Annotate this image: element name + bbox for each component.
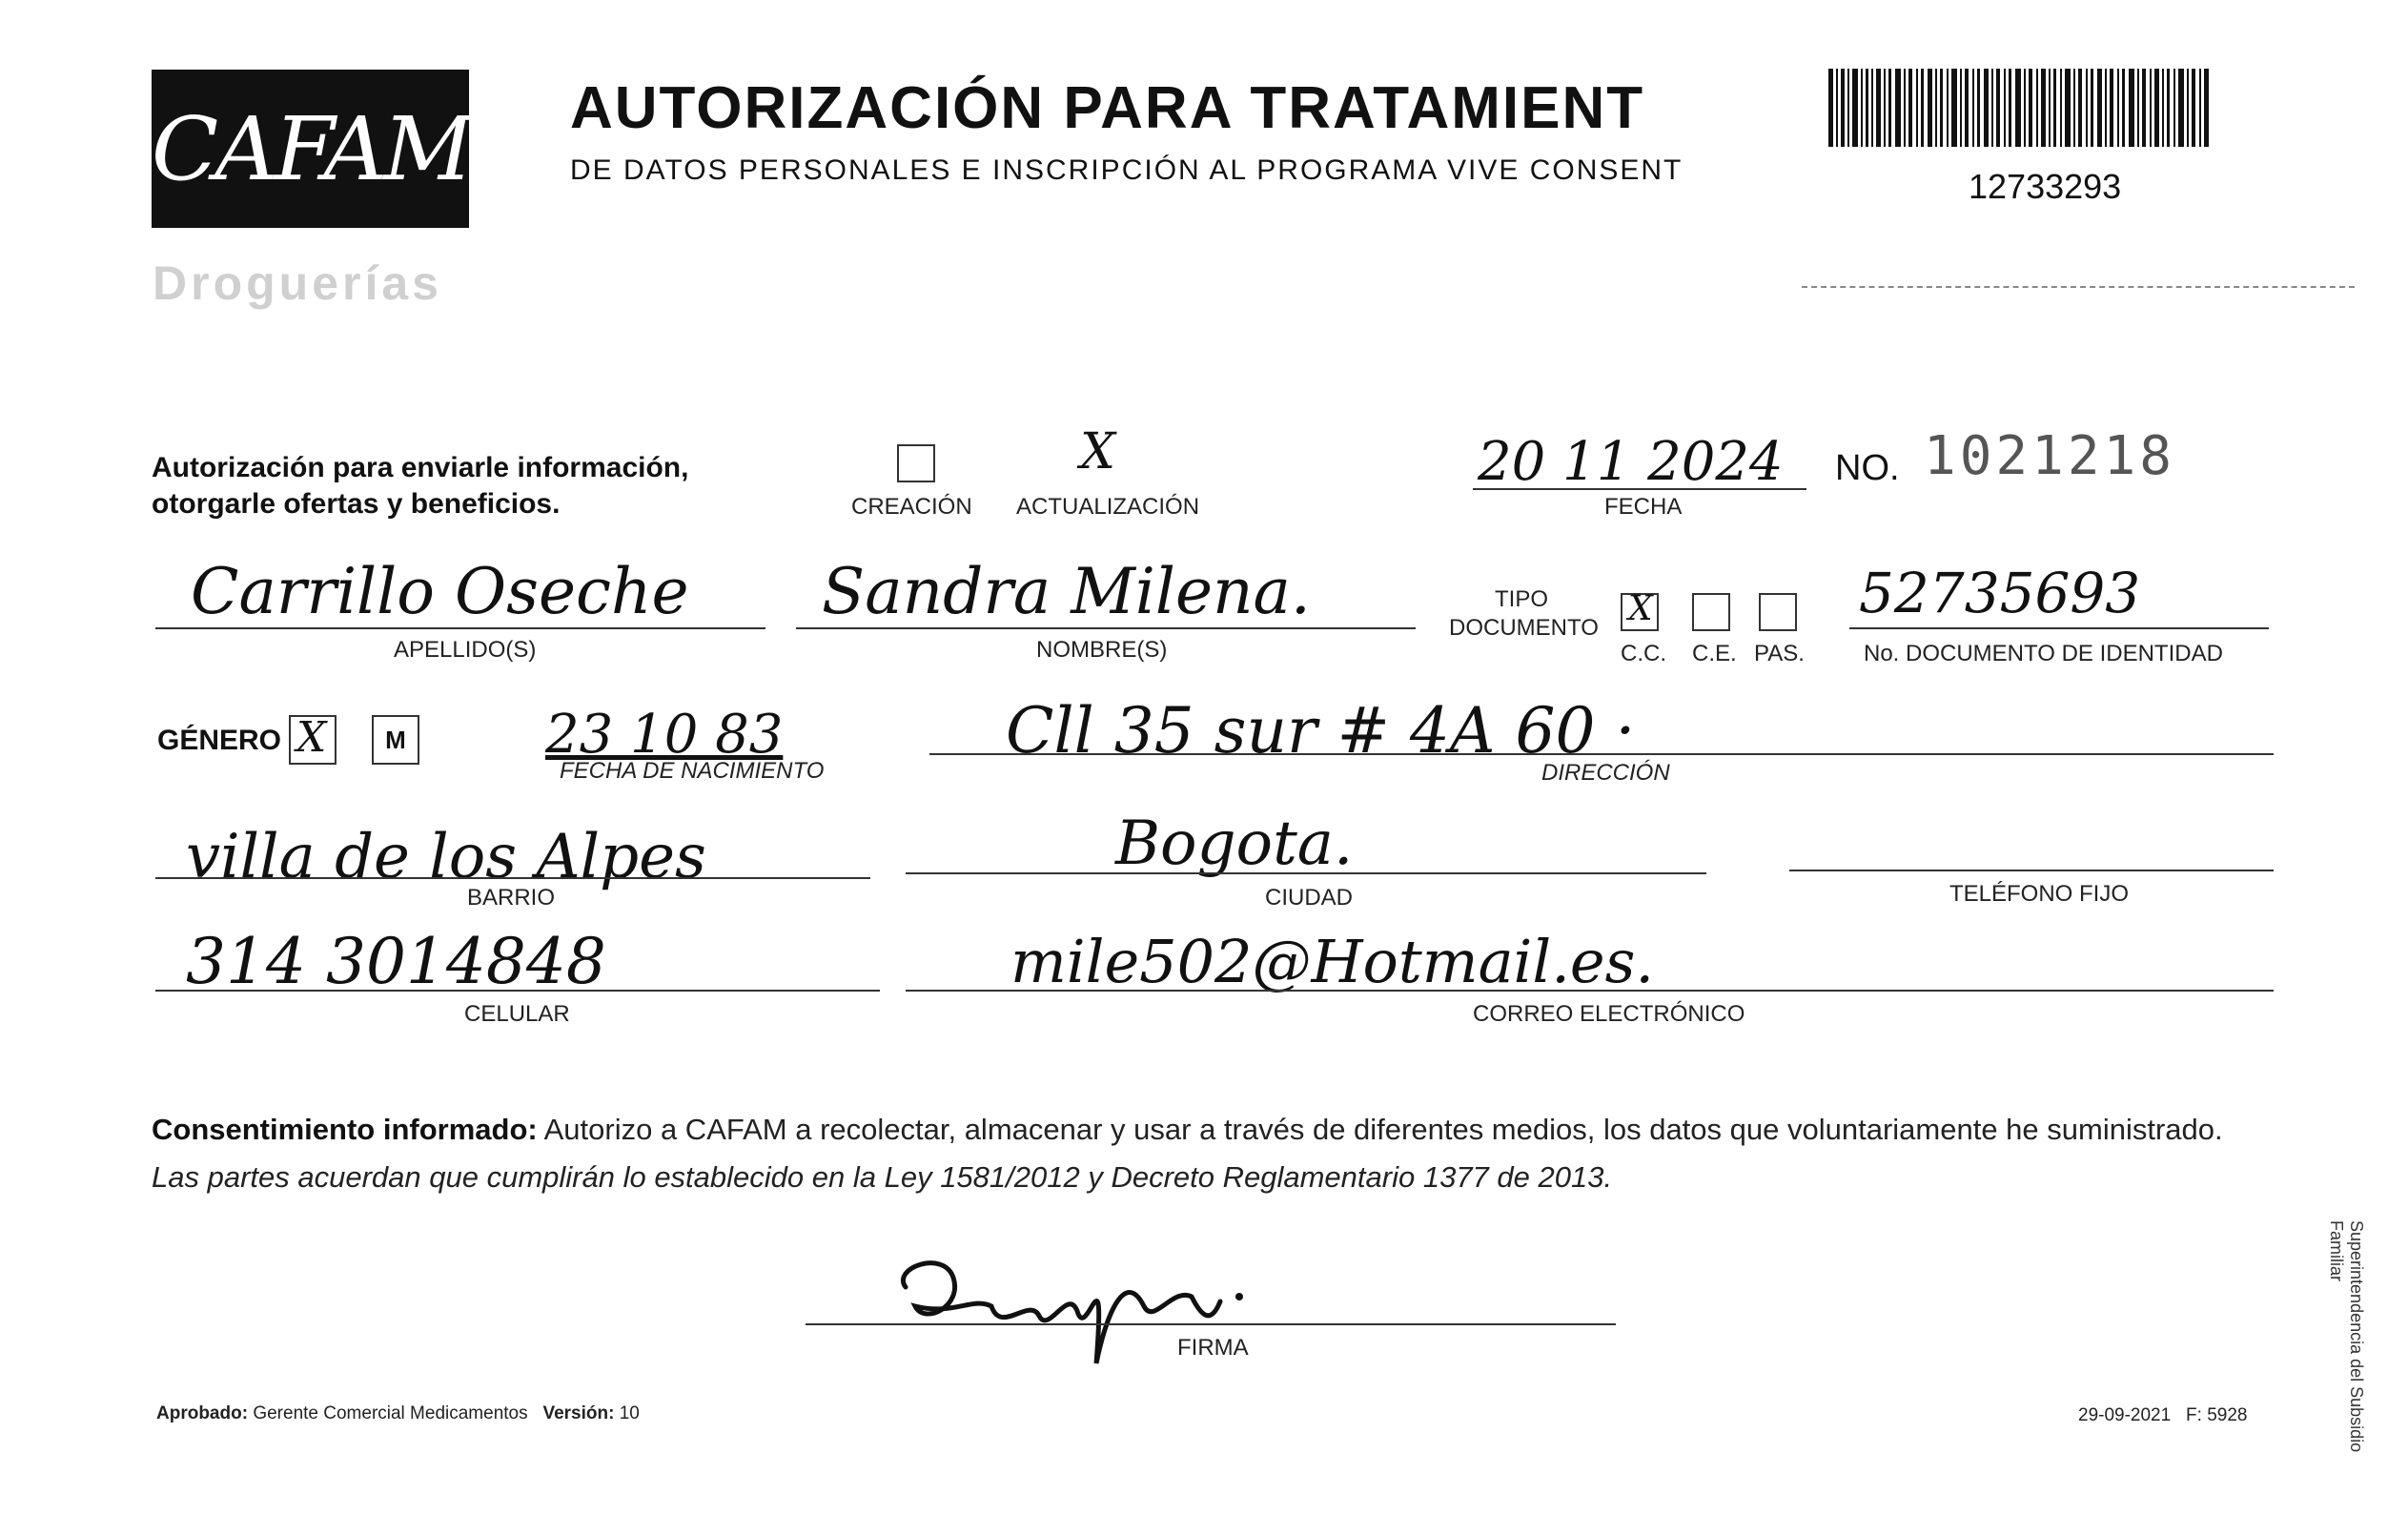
barcode-number: 12733293	[1969, 167, 2122, 206]
nombres-label: NOMBRE(S)	[1036, 637, 1168, 663]
correo-label: CORREO ELECTRÓNICO	[1473, 1001, 1745, 1027]
direccion-value: Cll 35 sur # 4A 60 ·	[1006, 694, 1636, 768]
ciudad-label: CIUDAD	[1265, 885, 1354, 911]
aprobado-label: Aprobado:	[156, 1403, 249, 1423]
consent-text-2: Las partes acuerdan que cumplirán lo establecido en la Ley 1581/2012 y Decreto Reglamentario 1377 de 2013.	[152, 1160, 1613, 1194]
form-code: F: 5928	[2186, 1405, 2248, 1425]
telefono-line	[1789, 870, 2274, 871]
firma-label: FIRMA	[1177, 1335, 1249, 1361]
apellidos-value: Carrillo Oseche	[191, 555, 689, 628]
aprobado-value: Gerente Comercial Medicamentos	[253, 1403, 528, 1423]
genero-f-mark: X	[296, 713, 327, 762]
barrio-line	[155, 877, 870, 879]
no-value: 1021218	[1924, 425, 2176, 487]
ce-checkbox[interactable]	[1692, 593, 1730, 631]
pas-checkbox[interactable]	[1759, 593, 1797, 631]
creacion-checkbox[interactable]	[897, 444, 935, 482]
documento-line	[1849, 627, 2269, 629]
form-title: AUTORIZACIÓN PARA TRATAMIENT	[570, 75, 1645, 141]
authorization-intro	[152, 450, 688, 522]
direccion-label: DIRECCIÓN	[1541, 760, 1670, 786]
ce-label: C.E.	[1692, 641, 1737, 666]
celular-line	[155, 990, 880, 992]
correo-line	[906, 990, 2274, 992]
genero-label: GÉNERO	[157, 725, 282, 756]
fecha-line	[1473, 488, 1806, 490]
apellidos-line	[155, 627, 765, 629]
actualizacion-mark: X	[1080, 423, 1116, 481]
documento-label: No. DOCUMENTO DE IDENTIDAD	[1864, 641, 2223, 666]
side-vertical-text: Superintendencia del Subsidio Familiar	[2327, 1220, 2366, 1453]
fecha-label: FECHA	[1604, 494, 1683, 520]
nacimiento-value: 23 10 83	[545, 704, 784, 766]
correo-value: mile502@Hotmail.es.	[1010, 927, 1655, 996]
pas-label: PAS.	[1754, 641, 1805, 666]
cc-mark: X	[1628, 589, 1653, 628]
version-value: 10	[619, 1403, 640, 1423]
cc-label: C.C.	[1621, 641, 1666, 666]
documento-value: 52735693	[1859, 561, 2141, 625]
divider	[1802, 286, 2355, 288]
consent-text-1: Autorizo a CAFAM a recolectar, almacenar y usar a través de diferentes medios, los datos que voluntariamente he suministrado.	[537, 1113, 2223, 1146]
footer-date: 29-09-2021	[2078, 1405, 2172, 1425]
genero-f-checkbox[interactable]	[289, 715, 337, 765]
ciudad-line	[906, 872, 1706, 874]
celular-label: CELULAR	[464, 1001, 570, 1027]
barcode	[1828, 69, 2210, 147]
firma-line	[806, 1323, 1616, 1325]
celular-value: 314 3014848	[186, 925, 606, 998]
fecha-value: 20 11 2024	[1478, 431, 1784, 493]
telefono-field[interactable]	[1966, 822, 2156, 860]
actualizacion-label: ACTUALIZACIÓN	[1016, 494, 1200, 520]
barrio-value: villa de los Alpes	[186, 822, 706, 892]
consent-line-1	[152, 1106, 2277, 1154]
intro-line-2: otorgarle ofertas y beneficios.	[152, 488, 561, 520]
genero-m-checkbox[interactable]	[372, 715, 419, 765]
signature	[887, 1230, 1306, 1392]
direccion-line	[929, 753, 2274, 755]
form-subtitle: DE DATOS PERSONALES E INSCRIPCIÓN AL PROGRAMA VIVE CONSENT	[570, 154, 1684, 186]
telefono-label: TELÉFONO FIJO	[1949, 881, 2130, 907]
version-label: Versión:	[542, 1403, 615, 1423]
actualizacion-checkbox[interactable]	[1080, 423, 1116, 481]
nacimiento-label: FECHA DE NACIMIENTO	[560, 758, 825, 784]
cafam-logo: CAFAM	[152, 70, 469, 228]
apellidos-label: APELLIDO(S)	[394, 637, 537, 663]
genero-m-label: M	[385, 725, 406, 754]
consent-heading: Consentimiento informado:	[152, 1113, 538, 1146]
footer-approval	[156, 1403, 640, 1424]
footer-date-code	[2078, 1405, 2247, 1426]
logo-subtext: Droguerías	[153, 256, 442, 310]
tipo-label-1: TIPO	[1495, 586, 1549, 612]
creacion-label: CREACIÓN	[851, 494, 972, 520]
intro-line-1: Autorización para enviarle información,	[152, 452, 689, 483]
tipo-label-2: DOCUMENTO	[1449, 615, 1599, 641]
consent-block	[152, 1106, 2277, 1201]
no-label: NO.	[1835, 448, 1900, 488]
nombres-value: Sandra Milena.	[822, 555, 1311, 628]
cc-checkbox[interactable]	[1621, 589, 1659, 631]
ciudad-value: Bogota.	[1115, 809, 1354, 879]
barrio-label: BARRIO	[467, 885, 556, 911]
nombres-line	[796, 627, 1416, 629]
